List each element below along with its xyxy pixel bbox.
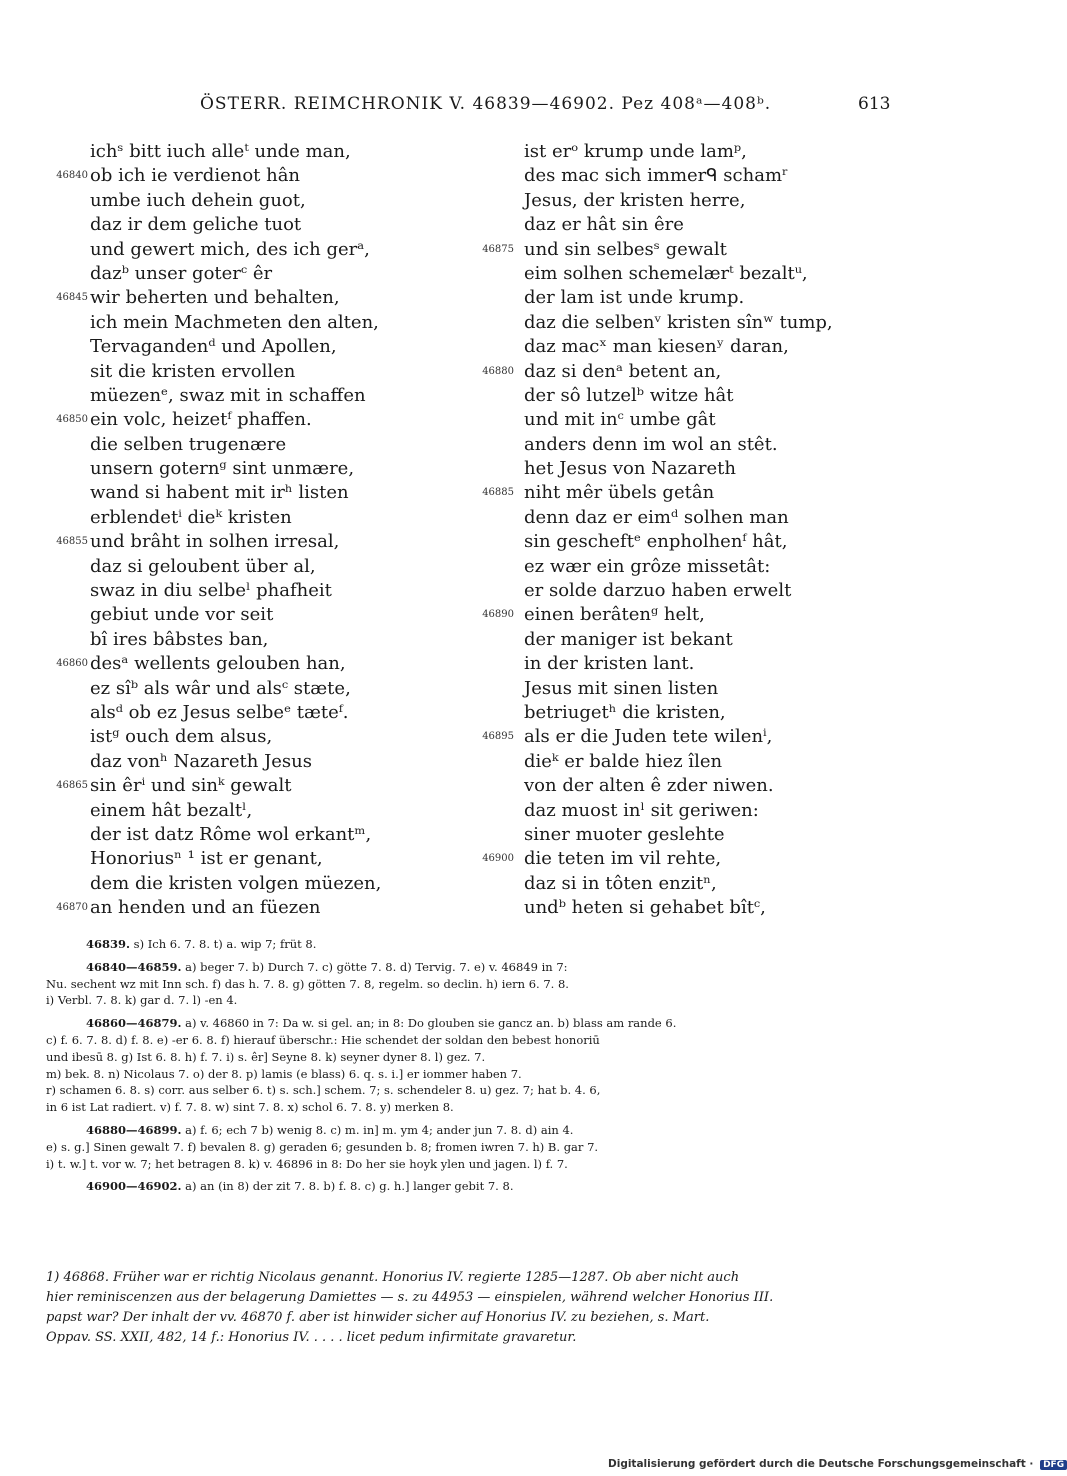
verse-line	[38, 872, 468, 896]
apparatus-line: i) t. w.] t. vor w. 7; het betragen 8. k) v. 46896 in 8: Do her sie hoyk ylen und jagen. l) f. 7.	[46, 1156, 568, 1171]
verse-line	[476, 799, 946, 823]
apparatus-range: 46900—46902.	[86, 1179, 182, 1194]
verse-line	[38, 360, 468, 384]
verse-text: und mit inᶜ umbe gât	[524, 409, 716, 431]
apparatus-line: m) bek. 8. n) Nicolaus 7. o) der 8. p) lamis (e blass) 6. q. s. i.] er iommer haben 7.	[46, 1066, 522, 1081]
verse-line	[476, 238, 946, 262]
verse-text: müezenᵉ, swaz mit in schaffen	[90, 384, 366, 406]
verse-line	[476, 823, 946, 847]
footnote-line: Oppav. SS. XXII, 482, 14 f.: Honorius IV. . . . . licet pedum infirmitate gravaretur.	[46, 1330, 577, 1345]
verse-line	[476, 579, 946, 603]
apparatus-line: Nu. sechent wz mit Inn sch. f) das h. 7. 8. g) götten 7. 8, regelm. so declin. h) iern 6. 7. 8.	[46, 976, 569, 991]
verse-text: von der alten ê zder niwen.	[524, 775, 774, 797]
verse-line	[476, 311, 946, 335]
verse-line	[38, 579, 468, 603]
verse-text: dieᵏ er balde hiez îlen	[524, 750, 723, 772]
apparatus-line: 46900—46902. a) an (in 8) der zit 7. 8. b) f. 8. c) g. h.] langer gebit 7. 8.	[86, 1179, 514, 1194]
verse-line	[38, 164, 468, 188]
verse-text: ein volc, heizetᶠ phaffen.	[90, 409, 312, 431]
verse-line	[38, 555, 468, 579]
apparatus-line: r) schamen 6. 8. s) corr. aus selber 6. t) s. sch.] schem. 7; s. schendeler 8. u) gez. 7; hat b. 4. 6,	[46, 1083, 601, 1098]
verse-line	[38, 799, 468, 823]
dfg-credit-text: Digitalisierung gefördert durch die Deutsche Forschungsgemeinschaft ·	[608, 1458, 1034, 1470]
line-number: 46860	[56, 658, 88, 670]
verse-line	[38, 457, 468, 481]
verse-line	[476, 457, 946, 481]
verse-text: niht mêr übels getân	[524, 482, 715, 504]
verse-text: swaz in diu selbeˡ phafheit	[90, 580, 332, 602]
verse-line	[476, 433, 946, 457]
critical-apparatus	[46, 936, 896, 1201]
verse-text: wir beherten und behalten,	[90, 287, 340, 309]
line-number: 46890	[482, 609, 514, 621]
verse-line	[38, 774, 468, 798]
verse-line	[38, 823, 468, 847]
left-verse-column	[38, 140, 468, 921]
line-number: 46900	[482, 853, 514, 865]
verse-text: denn daz er eimᵈ solhen man	[524, 506, 789, 528]
apparatus-line: 46839. s) Ich 6. 7. 8. t) a. wip 7; früt 8.	[86, 937, 317, 951]
verse-line	[476, 750, 946, 774]
verse-text: daz si denᵃ betent an,	[524, 360, 722, 382]
footnote-line: 1) 46868. Früher war er richtig Nicolaus genannt. Honorius IV. regierte 1285—1287. Ob aber nicht auch	[46, 1270, 740, 1285]
line-number: 46870	[56, 902, 88, 914]
apparatus-line: 46880—46899. a) f. 6; ech 7 b) wenig 8. c) m. in] m. ym 4; ander jun 7. 8. d) ain 4.	[86, 1122, 574, 1137]
line-number: 46840	[56, 170, 88, 182]
verse-line	[38, 189, 468, 213]
verse-line	[476, 677, 946, 701]
verse-text: ez wær ein grôze missetât:	[524, 555, 771, 577]
verse-line	[476, 555, 946, 579]
apparatus-range: 46839.	[86, 937, 131, 951]
apparatus-block	[46, 1122, 896, 1172]
verse-text: daz vonʰ Nazareth Jesus	[90, 750, 313, 772]
verse-line	[476, 872, 946, 896]
verse-text: umbe iuch dehein guot,	[90, 189, 306, 211]
verse-line	[476, 262, 946, 286]
verse-text: daz macˣ man kiesenʸ daran,	[524, 336, 789, 358]
apparatus-line: i) Verbl. 7. 8. k) gar d. 7. l) -en 4.	[46, 993, 238, 1008]
apparatus-line: 46860—46879. a) v. 46860 in 7: Da w. si gel. an; in 8: Do glouben sie gancz an. b) blass am rande 6.	[86, 1016, 677, 1031]
running-head: ÖSTERR. REIMCHRONIK V. 46839—46902. Pez 408ᵃ—408ᵇ.	[200, 94, 772, 114]
verse-line	[38, 384, 468, 408]
line-number: 46845	[56, 292, 88, 304]
verse-line	[476, 652, 946, 676]
footnote-line: hier reminiscenzen aus der belagerung Damiettes — s. zu 44953 — einspielen, während welcher Honorius III.	[46, 1290, 774, 1305]
verse-line	[476, 164, 946, 188]
verse-line	[476, 360, 946, 384]
verse-text: istᵍ ouch dem alsus,	[90, 726, 273, 748]
verse-text: daz muost inˡ sit geriwen:	[524, 799, 759, 821]
verse-text: undᵇ heten si gehabet bîtᶜ,	[524, 897, 766, 919]
verse-text: und brâht in solhen irresal,	[90, 531, 340, 553]
verse-line	[476, 408, 946, 432]
verse-line	[476, 286, 946, 310]
verse-line	[476, 701, 946, 725]
verse-line	[476, 506, 946, 530]
verse-text: erblendetⁱ dieᵏ kristen	[90, 506, 292, 528]
verse-text: der ist datz Rôme wol erkantᵐ,	[90, 823, 372, 845]
line-number: 46885	[482, 487, 514, 499]
apparatus-line: 46840—46859. a) beger 7. b) Durch 7. c) götte 7. 8. d) Tervig. 7. e) v. 46849 in 7:	[86, 959, 568, 974]
verse-text: alsᵈ ob ez Jesus selbeᵉ tæteᶠ.	[90, 701, 349, 723]
verse-line	[476, 140, 946, 164]
verse-line	[38, 652, 468, 676]
apparatus-block	[46, 936, 896, 953]
verse-line	[38, 701, 468, 725]
verse-text: Jesus, der kristen herre,	[524, 189, 746, 211]
verse-text: sin gescheftᵉ enpholhenᶠ hât,	[524, 531, 788, 553]
verse-line	[38, 140, 468, 164]
verse-line	[476, 896, 946, 920]
apparatus-block	[46, 959, 896, 1009]
verse-text: dem die kristen volgen müezen,	[90, 872, 382, 894]
verse-text: als er die Juden tete wilenⁱ,	[524, 726, 773, 748]
line-number: 46880	[482, 365, 514, 377]
footnote-line: papst war? Der inhalt der vv. 46870 f. aber ist hinwider sicher auf Honorius IV. zu beziehen, s. Mart.	[46, 1310, 710, 1325]
verse-text: der maniger ist bekant	[524, 628, 733, 650]
verse-line	[38, 506, 468, 530]
verse-text: die selben trugenære	[90, 433, 287, 455]
verse-line	[38, 896, 468, 920]
verse-text: daz si geloubent über al,	[90, 555, 316, 577]
verse-text: und gewert mich, des ich gerᵃ,	[90, 238, 370, 260]
verse-line	[476, 847, 946, 871]
verse-line	[38, 847, 468, 871]
verse-line	[38, 603, 468, 627]
apparatus-range: 46880—46899.	[86, 1122, 182, 1137]
page-header	[0, 94, 1000, 118]
verse-text: Honoriusⁿ ¹ ist er genant,	[90, 848, 323, 870]
verse-line	[476, 213, 946, 237]
verse-line	[38, 433, 468, 457]
line-number: 46855	[56, 536, 88, 548]
verse-line	[476, 774, 946, 798]
verse-text: desᵃ wellents gelouben han,	[90, 653, 346, 675]
line-number: 46875	[482, 243, 514, 255]
verse-text: daz si in tôten enzitⁿ,	[524, 872, 717, 894]
apparatus-block	[46, 1178, 896, 1195]
verse-line	[476, 725, 946, 749]
verse-text: der sô lutzelᵇ witze hât	[524, 384, 734, 406]
verse-text: in der kristen lant.	[524, 653, 695, 675]
dfg-logo: DFG	[1040, 1460, 1067, 1470]
footnote	[46, 1268, 896, 1348]
verse-text: Jesus mit sinen listen	[524, 677, 719, 699]
apparatus-line: c) f. 6. 7. 8. d) f. 8. e) -er 6. 8. f) hierauf überschr.: Hie schendet der soldan den bebest honoriū	[46, 1032, 600, 1047]
verse-line	[38, 311, 468, 335]
verse-text: daz er hât sin êre	[524, 214, 684, 236]
verse-line	[38, 677, 468, 701]
verse-text: sit die kristen ervollen	[90, 360, 296, 382]
apparatus-line: in 6 ist Lat radiert. v) f. 7. 8. w) sint 7. 8. x) schol 6. 7. 8. y) merken 8.	[46, 1100, 454, 1115]
verse-text: dazᵇ unser goterᶜ êr	[90, 262, 273, 284]
verse-text: des mac sich immerᑫ schamʳ	[524, 165, 789, 187]
verse-line	[38, 628, 468, 652]
verse-line	[476, 481, 946, 505]
verse-text: ichˢ bitt iuch alleᵗ unde man,	[90, 141, 351, 162]
verse-text: anders denn im wol an stêt.	[524, 433, 778, 455]
verse-text: daz die selbenᵛ kristen sînʷ tump,	[524, 311, 833, 333]
line-number: 46895	[482, 731, 514, 743]
verse-text: gebiut unde vor seit	[90, 604, 274, 626]
verse-text: eim solhen schemelærᵗ bezaltᵘ,	[524, 262, 808, 284]
line-number: 46850	[56, 414, 88, 426]
apparatus-line: e) s. g.] Sinen gewalt 7. f) bevalen 8. g) geraden 6; gesunden b. 8; fromen iwren 7. h) B. gar 7.	[46, 1139, 599, 1154]
verse-text: die teten im vil rehte,	[524, 848, 722, 870]
verse-line	[476, 384, 946, 408]
right-verse-column	[476, 140, 946, 921]
verse-line	[476, 628, 946, 652]
verse-text: ez sîᵇ als wâr und alsᶜ stæte,	[90, 677, 351, 699]
verse-line	[38, 408, 468, 432]
page-number: 613	[858, 94, 891, 114]
verse-text: betriugetʰ die kristen,	[524, 701, 726, 723]
verse-text: ist erᵒ krump unde lamᵖ,	[524, 141, 747, 162]
apparatus-block	[46, 1015, 896, 1116]
verse-text: siner muoter geslehte	[524, 823, 725, 845]
verse-line	[38, 530, 468, 554]
verse-text: er solde darzuo haben erwelt	[524, 580, 792, 602]
line-number: 46865	[56, 780, 88, 792]
verse-text: Tervagandenᵈ und Apollen,	[90, 336, 337, 358]
verse-line	[476, 189, 946, 213]
verse-text: der lam ist unde krump.	[524, 287, 745, 309]
apparatus-range: 46840—46859.	[86, 959, 182, 974]
verse-text: einem hât bezaltˡ,	[90, 799, 253, 821]
verse-text: daz ir dem geliche tuot	[90, 214, 302, 236]
verse-text: unsern goternᵍ sint unmære,	[90, 458, 355, 480]
verse-line	[38, 335, 468, 359]
verse-text: an henden und an füezen	[90, 897, 321, 919]
verse-text: einen berâtenᵍ helt,	[524, 604, 705, 626]
dfg-credit	[608, 1458, 1067, 1470]
apparatus-range: 46860—46879.	[86, 1016, 182, 1031]
verse-line	[476, 335, 946, 359]
verse-line	[38, 238, 468, 262]
verse-line	[38, 213, 468, 237]
verse-line	[38, 481, 468, 505]
verse-text: sin êrⁱ und sinᵏ gewalt	[90, 775, 292, 797]
verse-text: ob ich ie verdienot hân	[90, 165, 301, 187]
apparatus-line: und ibesū 8. g) Ist 6. 8. h) f. 7. i) s. êr] Seyne 8. k) seyner dyner 8. l) gez. 7.	[46, 1049, 486, 1064]
verse-line	[476, 530, 946, 554]
verse-line	[38, 725, 468, 749]
verse-text: und sin selbesˢ gewalt	[524, 238, 727, 260]
verse-line	[38, 262, 468, 286]
verse-text: het Jesus von Nazareth	[524, 458, 736, 480]
verse-text: ich mein Machmeten den alten,	[90, 311, 379, 333]
verse-line	[476, 603, 946, 627]
verse-text: bî ires bâbstes ban,	[90, 628, 269, 650]
verse-line	[38, 750, 468, 774]
verse-text: wand si habent mit irʰ listen	[90, 482, 349, 504]
verse-line	[38, 286, 468, 310]
